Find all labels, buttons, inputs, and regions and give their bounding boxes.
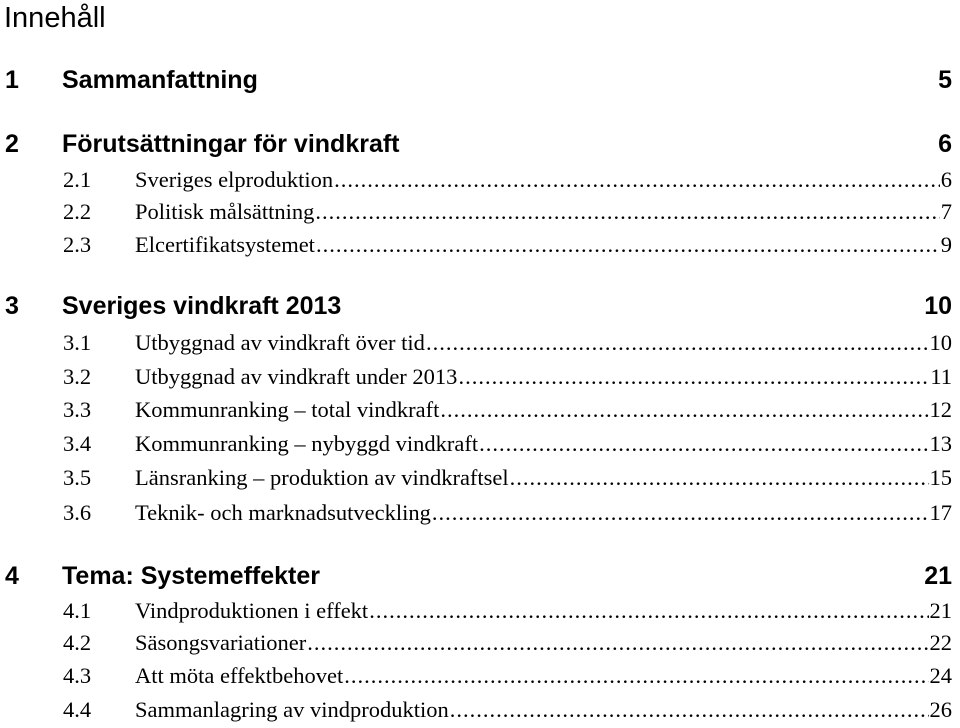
section-number: 2.1: [63, 167, 92, 192]
toc-chapter-1[interactable]: [0, 63, 960, 97]
toc-section-3-3[interactable]: [0, 394, 960, 426]
dot-leader: [426, 327, 929, 359]
section-title: Utbyggnad av vindkraft över tid: [135, 330, 425, 355]
chapter-page: 21: [924, 562, 952, 590]
section-title: Att möta effektbehovet: [135, 663, 344, 688]
chapter-number: 1: [5, 66, 19, 94]
dot-leader: [432, 497, 929, 529]
section-number: 3.4: [63, 431, 92, 456]
dot-leader: [344, 660, 928, 692]
section-title: Politisk målsättning: [135, 199, 315, 224]
section-number: 3.6: [63, 500, 92, 525]
toc-chapter-4[interactable]: [0, 559, 960, 593]
toc-heading: Innehåll: [4, 2, 106, 34]
section-page: 9: [940, 232, 952, 257]
chapter-title: Sveriges vindkraft 2013: [62, 292, 342, 320]
chapter-page: 10: [924, 292, 952, 320]
section-page: 26: [929, 697, 952, 722]
toc-section-2-3[interactable]: [0, 229, 960, 261]
chapter-title: Tema: Systemeffekter: [62, 562, 320, 590]
dot-leader: [334, 164, 940, 196]
toc-section-3-2[interactable]: [0, 361, 960, 393]
section-title: Kommunranking – nybyggd vindkraft: [135, 431, 479, 456]
toc-section-4-4[interactable]: [0, 694, 960, 726]
dot-leader: [307, 627, 928, 659]
section-page: 15: [929, 465, 952, 490]
section-page: 17: [929, 500, 952, 525]
section-page: 13: [929, 431, 952, 456]
section-page: 24: [929, 663, 952, 688]
dot-leader: [458, 361, 929, 393]
dot-leader: [510, 462, 929, 494]
dot-leader: [450, 694, 929, 726]
dot-leader: [479, 428, 928, 460]
chapter-number: 2: [5, 130, 19, 158]
toc-section-3-5[interactable]: [0, 462, 960, 494]
section-title: Säsongsvariationer: [135, 630, 307, 655]
section-title: Teknik- och marknadsutveckling: [135, 500, 431, 525]
section-page: 7: [940, 199, 952, 224]
section-page: 6: [940, 167, 952, 192]
section-page: 22: [929, 630, 952, 655]
chapter-number: 3: [5, 292, 19, 320]
section-number: 4.1: [63, 598, 92, 623]
section-page: 12: [929, 397, 952, 422]
section-number: 3.1: [63, 330, 92, 355]
section-title: Kommunranking – total vindkraft: [135, 397, 440, 422]
toc-chapter-2[interactable]: [0, 127, 960, 161]
chapter-title: Förutsättningar för vindkraft: [62, 130, 400, 158]
section-number: 2.2: [63, 199, 92, 224]
dot-leader: [440, 394, 928, 426]
toc-section-4-2[interactable]: [0, 627, 960, 659]
chapter-title: Sammanfattning: [62, 66, 258, 94]
dot-leader: [315, 196, 939, 228]
toc-section-3-4[interactable]: [0, 428, 960, 460]
chapter-page: 6: [938, 130, 952, 158]
toc-section-3-6[interactable]: [0, 497, 960, 529]
section-title: Sammanlagring av vindproduktion: [135, 697, 449, 722]
section-title: Elcertifikatsystemet: [135, 232, 315, 257]
section-page: 11: [930, 364, 952, 389]
section-title: Länsranking – produktion av vindkraftsel: [135, 465, 509, 490]
dot-leader: [369, 595, 928, 627]
chapter-number: 4: [5, 562, 19, 590]
section-number: 4.2: [63, 630, 92, 655]
section-number: 2.3: [63, 232, 92, 257]
section-title: Sveriges elproduktion: [135, 167, 334, 192]
section-title: Utbyggnad av vindkraft under 2013: [135, 364, 458, 389]
toc-section-4-3[interactable]: [0, 660, 960, 692]
toc-section-2-2[interactable]: [0, 196, 960, 228]
toc-chapter-3[interactable]: [0, 289, 960, 323]
section-number: 3.2: [63, 364, 92, 389]
toc-section-2-1[interactable]: [0, 164, 960, 196]
section-number: 3.3: [63, 397, 92, 422]
dot-leader: [316, 229, 940, 261]
section-page: 10: [929, 330, 952, 355]
chapter-page: 5: [938, 66, 952, 94]
section-number: 4.4: [63, 697, 92, 722]
toc-section-3-1[interactable]: [0, 327, 960, 359]
toc-section-4-1[interactable]: [0, 595, 960, 627]
section-title: Vindproduktionen i effekt: [135, 598, 369, 623]
section-page: 21: [929, 598, 952, 623]
section-number: 3.5: [63, 465, 92, 490]
section-number: 4.3: [63, 663, 92, 688]
